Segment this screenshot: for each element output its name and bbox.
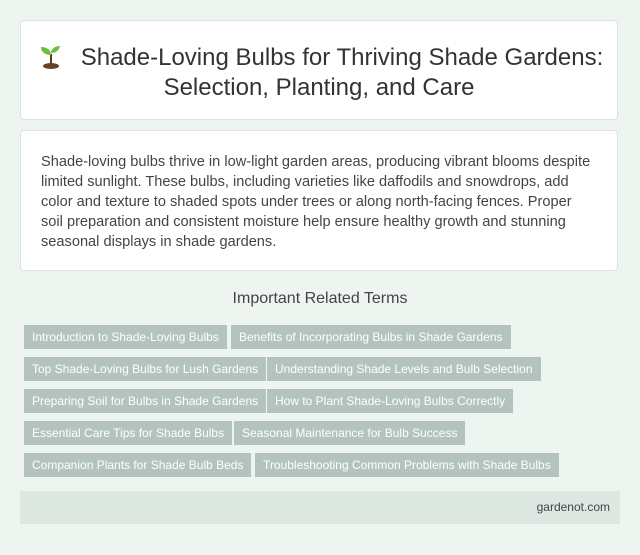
footer: [20, 491, 620, 524]
related-term-tag[interactable]: Troubleshooting Common Problems with Shade Bulbs: [255, 453, 559, 477]
related-term-tag[interactable]: Preparing Soil for Bulbs in Shade Gardens: [24, 389, 266, 413]
related-term-tag[interactable]: Essential Care Tips for Shade Bulbs: [24, 421, 232, 445]
sprout-icon: [35, 43, 67, 69]
summary-card: [20, 130, 618, 271]
related-term-tag[interactable]: Top Shade-Loving Bulbs for Lush Gardens: [24, 357, 266, 381]
related-term-tag[interactable]: How to Plant Shade-Loving Bulbs Correctly: [267, 389, 513, 413]
related-term-tag[interactable]: Introduction to Shade-Loving Bulbs: [24, 325, 227, 349]
summary-text: Shade-loving bulbs thrive in low-light garden areas, producing vibrant blooms despite limited sunlight. These bulbs, including varieties like daffodils and snowdrops, add color and texture to shaded spots under trees or along north-facing fences. Proper soil preparation and consistent moisture help ensure healthy growth and stunning seasonal displays in shade gardens.: [41, 154, 591, 250]
related-terms-heading: Important Related Terms: [232, 290, 408, 307]
related-term-tag[interactable]: Benefits of Incorporating Bulbs in Shade Gardens: [231, 325, 511, 349]
related-term-tag[interactable]: Seasonal Maintenance for Bulb Success: [234, 421, 465, 445]
footer-site-link[interactable]: gardenot.com: [536, 500, 610, 514]
page-title-text: Shade-Loving Bulbs for Thriving Shade Gardens: Selection, Planting, and Care: [80, 44, 604, 101]
title-card: [20, 20, 618, 120]
related-term-tag[interactable]: Understanding Shade Levels and Bulb Selection: [267, 357, 541, 381]
page-title: [21, 21, 617, 103]
related-term-tag[interactable]: Companion Plants for Shade Bulb Beds: [24, 453, 251, 477]
